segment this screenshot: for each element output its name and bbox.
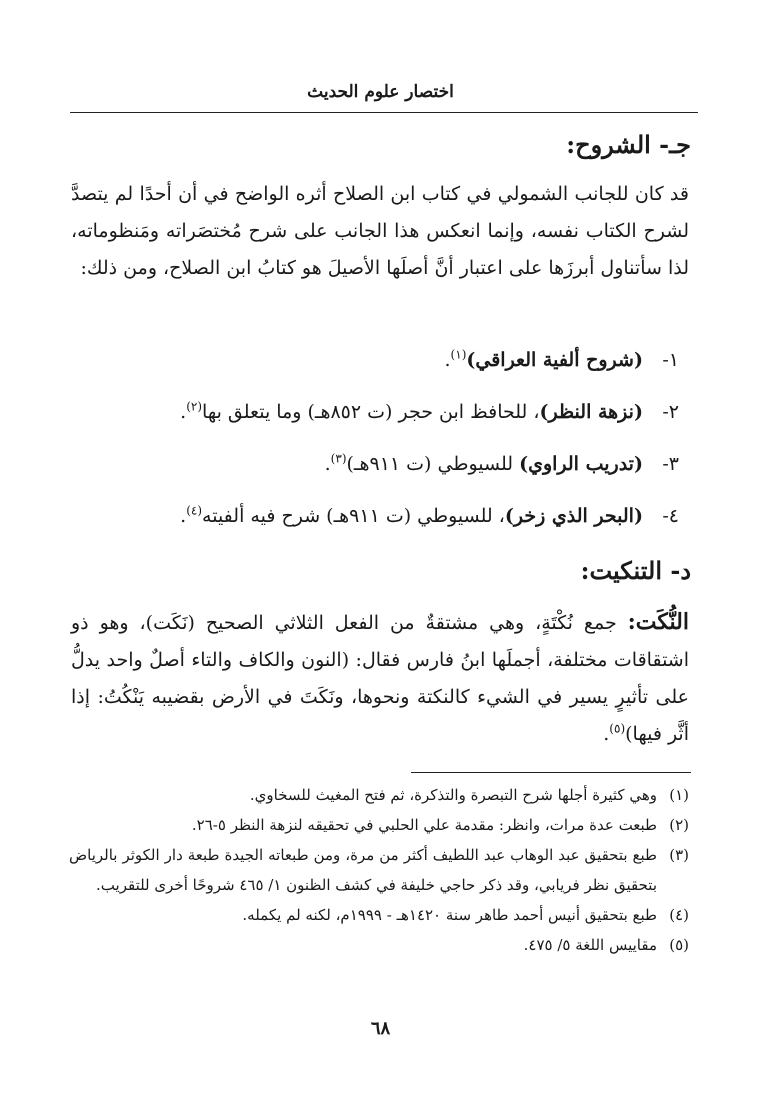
footnote-ref[interactable]: (٣)	[330, 451, 347, 466]
footnote-number: (٤)	[669, 906, 689, 924]
list-item-text: ، للسيوطي (ت ٩١١هـ) شرح فيه ألفيته	[202, 505, 505, 527]
footnote-item	[69, 780, 689, 810]
footnote-item	[69, 810, 689, 840]
footnote-number: (٢)	[669, 816, 689, 834]
running-header: اختصار علوم الحديث	[307, 82, 454, 102]
footnote-text: طبع بتحقيق أنيس أحمد طاهر سنة ١٤٢٠هـ - ١٩٩٩م، لكنه لم يكمله.	[242, 906, 657, 924]
footnote-number: (٥)	[669, 936, 689, 954]
footnote-item	[69, 900, 689, 930]
commentaries-list	[71, 340, 689, 548]
intro-paragraph: قد كان للجانب الشمولي في كتاب ابن الصلاح أثره الواضح في أن أحدًا لم يتصدَّ لشرح الكتاب نفسه، وإنما انعكس هذا الجانب على شرح مُختصَراته ومَنظوماته، لذا سأتناول أبرزَها على اعتبار أنَّ أصلَها الأصيلَ هو كتابُ ابن الصلاح، ومن ذلك:	[71, 183, 689, 279]
list-item: ٣- (تدريب الراوي) للسيوطي (ت ٩١١هـ)$^{(٣)}$.	[71, 444, 689, 496]
nukat-end: .	[603, 723, 610, 745]
list-item-title: (شروح ألفية العراقي)	[466, 349, 643, 371]
footnote-number: (٣)	[669, 846, 689, 864]
footnote-item	[69, 840, 689, 900]
footnote-text: طبع بتحقيق عبد الوهاب عبد اللطيف أكثر من مرة، ومن طبعاته الجيدة طبعة دار الكوثر بالرياض بتحقيق نظر فريابي، وقد ذكر حاجي خليفة في كشف الظنون ١/ ٤٦٥ شروحًا أخرى للتقريب.	[69, 846, 657, 894]
nukat-definition: جمع نُكْتَةٍ، وهي مشتقةٌ من الفعل الثلاثي الصحيح (نَكَت)، وهو ذو اشتقاقات مختلفة، أجملَها ابنُ فارس فقال: (النون والكاف والتاء أصلٌ واحد يدلُّ على تأثيرٍ يسير في الشيء كالنكتة ونحوها، ونَكَتَ في الأرض بقضيبه يَنْكُتُ: إذا أثَّر فيها)	[71, 612, 689, 745]
footnote-text: مقاييس اللغة ٥/ ٤٧٥.	[523, 936, 657, 954]
list-item-text: للسيوطي (ت ٩١١هـ)	[346, 453, 520, 475]
list-item-title: (البحر الذي زخر)	[504, 505, 643, 527]
list-item-title: (نزهة النظر)	[539, 401, 643, 423]
list-item-number: ٢-	[662, 401, 679, 423]
list-item-text: ، للحافظ ابن حجر (ت ٨٥٢هـ) وما يتعلق بها	[202, 401, 540, 423]
footnote-ref[interactable]: (١)	[450, 347, 467, 362]
footnote-ref[interactable]: (٢)	[186, 399, 203, 414]
footnotes	[69, 780, 689, 960]
footnote-ref[interactable]: (٥)	[609, 721, 626, 736]
footnote-text: وهي كثيرة أجلها شرح التبصرة والتذكرة، ثم فتح المغيث للسخاوي.	[249, 786, 657, 804]
section-heading-tankit: د- التنكيت:	[580, 556, 691, 585]
header-rule	[70, 112, 698, 113]
footnote-text: طبعت عدة مرات، وانظر: مقدمة علي الحلبي في تحقيقه لنزهة النظر ٥-٢٦.	[191, 816, 657, 834]
nukat-paragraph	[71, 604, 689, 753]
footnote-number: (١)	[669, 786, 689, 804]
list-item	[71, 340, 689, 392]
list-item-title: (تدريب الراوي)	[519, 453, 643, 475]
nukat-lead-term: النُّكَت:	[627, 609, 689, 635]
section-heading-shuruh: جـ- الشروح:	[566, 130, 691, 159]
list-item-number: ٣-	[662, 453, 679, 475]
list-item-number: ١-	[662, 349, 679, 371]
page-number: ٦٨	[370, 1018, 391, 1039]
list-item: ٢- (نزهة النظر)، للحافظ ابن حجر (ت ٨٥٢هـ) وما يتعلق بها$^{(٢)}$.	[71, 392, 689, 444]
footnote-rule	[411, 772, 691, 773]
footnote-ref[interactable]: (٤)	[186, 503, 203, 518]
list-item-text: .	[444, 349, 451, 371]
list-item: ٤- (البحر الذي زخر)، للسيوطي (ت ٩١١هـ) شرح فيه ألفيته$^{(٤)}$.	[71, 496, 689, 548]
list-item-number: ٤-	[662, 505, 679, 527]
footnote-item	[69, 930, 689, 960]
